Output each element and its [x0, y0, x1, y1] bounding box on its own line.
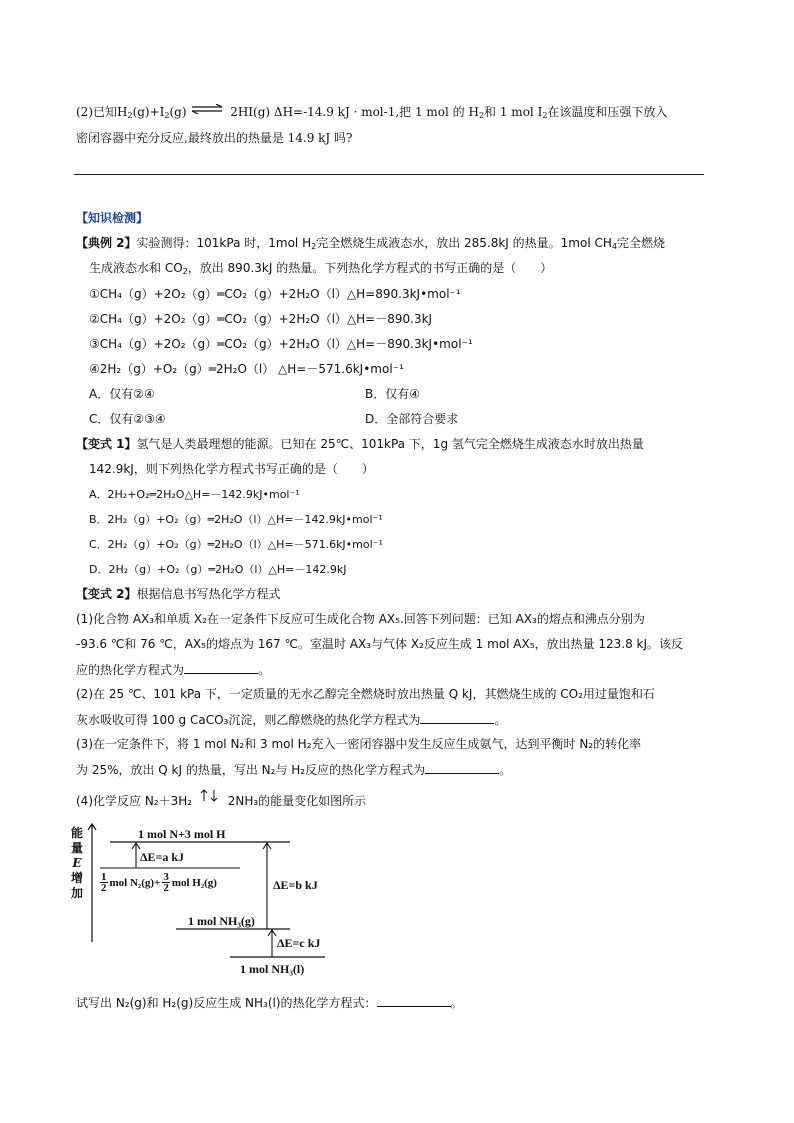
var2-text: 。: [494, 713, 507, 727]
variant2-p1-line3: [76, 661, 270, 678]
ex2-text: 完全燃烧生成液态水，放出 285.8kJ 的热量。1mol CH: [316, 236, 612, 250]
example2-line2: 生成液态水和 $CO_2$，放出 890.3kJ 的热量。下列热化学方程式的书写正确的是（ ）: [89, 261, 553, 276]
reversible-arrow-icon: [196, 788, 224, 806]
example2-choice-a: A．仅有②④: [89, 387, 155, 401]
variant1-line2: 142.9kJ，则下列热化学方程式书写正确的是（ ）: [89, 462, 374, 476]
q2-text: 和 1 mol I: [484, 105, 543, 119]
nh3-g-label: 1 mol NH₃(g): [188, 914, 255, 928]
y-axis-label-char: 量: [70, 841, 83, 855]
variant1-choice-c: C．2H₂（g）+O₂（g）═2H₂O（l）△H=－571.6kJ•mol⁻¹: [89, 538, 383, 551]
var2-text: 灰水吸收可得 100 g CaCO₃沉淀，则乙醇燃烧的热化学方程式为: [76, 713, 421, 727]
q2-text: (g): [169, 105, 187, 119]
y-axis-label-char: 能: [70, 826, 83, 840]
var2-text: 根据信息书写热化学方程式: [136, 587, 281, 601]
variant2-p1-line2: -93.6 ℃和 76 ℃，AX₅的熔点为 167 ℃。室温时 AX₃与气体 X₂反应生成 1 mol AX₅，放出热量 123.8 kJ。该反: [76, 637, 684, 651]
q2-line2: 密闭容器中充分反应,最终放出的热量是 14.9 kJ 吗?: [76, 131, 353, 145]
variant1-choice-a: A．2H₂+O₂═2H₂O△H=－142.9kJ•mol⁻¹: [89, 488, 300, 501]
fraction-half: [100, 872, 108, 893]
var2-text: (4)化学反应 N₂＋3H₂: [76, 794, 193, 808]
example-tag: 【典例 2】: [76, 236, 137, 250]
delta-e-b-label: ΔE=b kJ: [273, 878, 318, 892]
y-axis-label: [70, 826, 84, 901]
energy-diagram: [70, 820, 340, 990]
delta-e-c-label: ΔE=c kJ: [277, 936, 321, 950]
y-axis-label-char: 增: [70, 871, 83, 885]
example2-choice-c: C．仅有②③④: [89, 412, 166, 426]
variant2-p3-line1: (3)在一定条件下，将 1 mol N₂和 3 mol H₂充入一密闭容器中发生反应生成氨气，达到平衡时 N₂的转化率: [76, 737, 642, 751]
variant2-p1-line1: (1)化合物 AX₃和单质 X₂在一定条件下反应可生成化合物 AX₅.回答下列问题：已知 AX₃的熔点和沸点分别为: [76, 612, 645, 626]
nh3-l-label: 1 mol NH₃(l): [240, 962, 305, 976]
example2-choice-d: D．全部符合要求: [365, 412, 459, 426]
variant-tag: 【变式 1】: [76, 437, 137, 451]
var2-text: 为 25%，放出 Q kJ 的热量，写出 N₂与 H₂反应的热化学方程式为: [76, 763, 426, 777]
variant2-p2-line2: [76, 711, 506, 728]
final-question: [76, 994, 463, 1011]
fraction-three-halves: [162, 872, 170, 893]
final-text: 试写出 N₂(g)和 H₂(g)反应生成 NH₃(l)的热化学方程式：: [76, 996, 377, 1010]
example2-option2: ②CH₄（g）+2O₂（g）═CO₂（g）+2H₂O（l）△H=－890.3kJ: [89, 312, 433, 326]
top-level-label: 1 mol N+3 mol H: [138, 827, 226, 841]
mid-level-text: mol N₂(g)+: [109, 876, 161, 889]
y-axis-label-char: 加: [70, 886, 83, 900]
variant2-p4-line: [76, 791, 366, 809]
q2-text: (g)+I: [132, 105, 165, 119]
variant2-p3-line2: [76, 761, 511, 778]
variant1-line1: [76, 436, 644, 452]
ex2-text: 实验测得：101kPa 时，1mol H: [136, 236, 312, 250]
fraction-den: 2: [101, 882, 107, 894]
answer-blank[interactable]: [184, 661, 258, 674]
variant2-title: [76, 586, 281, 602]
variant1-choice-b: B．2H₂（g）+O₂（g）═2H₂O（l）△H=－142.9kJ•mol⁻¹: [89, 513, 383, 526]
q2-text: (2)已知H: [76, 105, 128, 119]
delta-e-a-label: ΔE=a kJ: [140, 850, 185, 864]
example2-option1: ①CH₄（g）+2O₂（g）═CO₂（g）+2H₂O（l）△H=890.3kJ•mol⁻¹: [89, 287, 461, 301]
variant-tag: 【变式 2】: [76, 587, 137, 601]
var2-text: 应的热化学方程式为: [76, 663, 185, 677]
var2-text: 。: [258, 663, 271, 677]
y-axis-label-char: E: [72, 856, 82, 870]
final-text: 。: [450, 996, 463, 1010]
answer-blank[interactable]: [420, 711, 494, 724]
ex2-text: 生成液态水和 CO: [89, 261, 183, 275]
var2-text: 2NH₃的能量变化如图所示: [227, 794, 367, 808]
q2-text: 2HI(g) ΔH=-14.9 kJ · mol-1,把 1 mol 的 H: [230, 105, 479, 119]
variant2-p2-line1: (2)在 25 ℃、101 kPa 下，一定质量的无水乙醇完全燃烧时放出热量 Q kJ，其燃烧生成的 CO₂用过量饱和石: [76, 687, 655, 701]
ex2-text: ，放出 890.3kJ 的热量。下列热化学方程式的书写正确的是（ ）: [187, 261, 553, 275]
example2-choice-b: B．仅有④: [365, 387, 420, 401]
fraction-num: 1: [101, 871, 107, 883]
variant1-choice-d: D．2H₂（g）+O₂（g）═2H₂O（l）△H=－142.9kJ: [89, 563, 347, 576]
fraction-den: 2: [163, 882, 169, 894]
mid-level-label: [100, 872, 217, 893]
answer-blank[interactable]: [377, 994, 451, 1007]
answer-blank[interactable]: [425, 761, 499, 774]
q2-text: 在该温度和压强下放入: [547, 105, 668, 119]
fraction-num: 3: [163, 871, 169, 883]
section-title: 【知识检测】: [76, 211, 149, 225]
q2-line1: (2)已知$H_2(g)+I_2(g)$ 2HI(g) ΔH=-14.9 kJ · mol-1,把 1 mol 的 $H_2$和 1 mol $I_2$在该温度和压强下放入: [76, 104, 667, 124]
equilibrium-arrow-icon: [190, 102, 226, 118]
var1-text: 氢气是人类最理想的能源。已知在 25℃、101kPa 下，1g 氢气完全燃烧生成液态水时放出热量: [136, 437, 644, 451]
ex2-text: 完全燃烧: [616, 236, 665, 250]
example2-line1: 【典例 2】实验测得：101kPa 时，1mol $H_2$完全燃烧生成液态水，放出 285.8kJ 的热量。1mol $CH_4$完全燃烧: [76, 236, 665, 251]
var2-text: 。: [499, 763, 512, 777]
example2-option3: ③CH₄（g）+2O₂（g）═CO₂（g）+2H₂O（l）△H=－890.3kJ•mol⁻¹: [89, 337, 473, 351]
mid-level-text: mol H₂(g): [171, 876, 217, 889]
example2-option4: ④2H₂（g）+O₂（g）═2H₂O（l） △H=－571.6kJ•mol⁻¹: [89, 362, 404, 376]
answer-line: [74, 174, 704, 175]
